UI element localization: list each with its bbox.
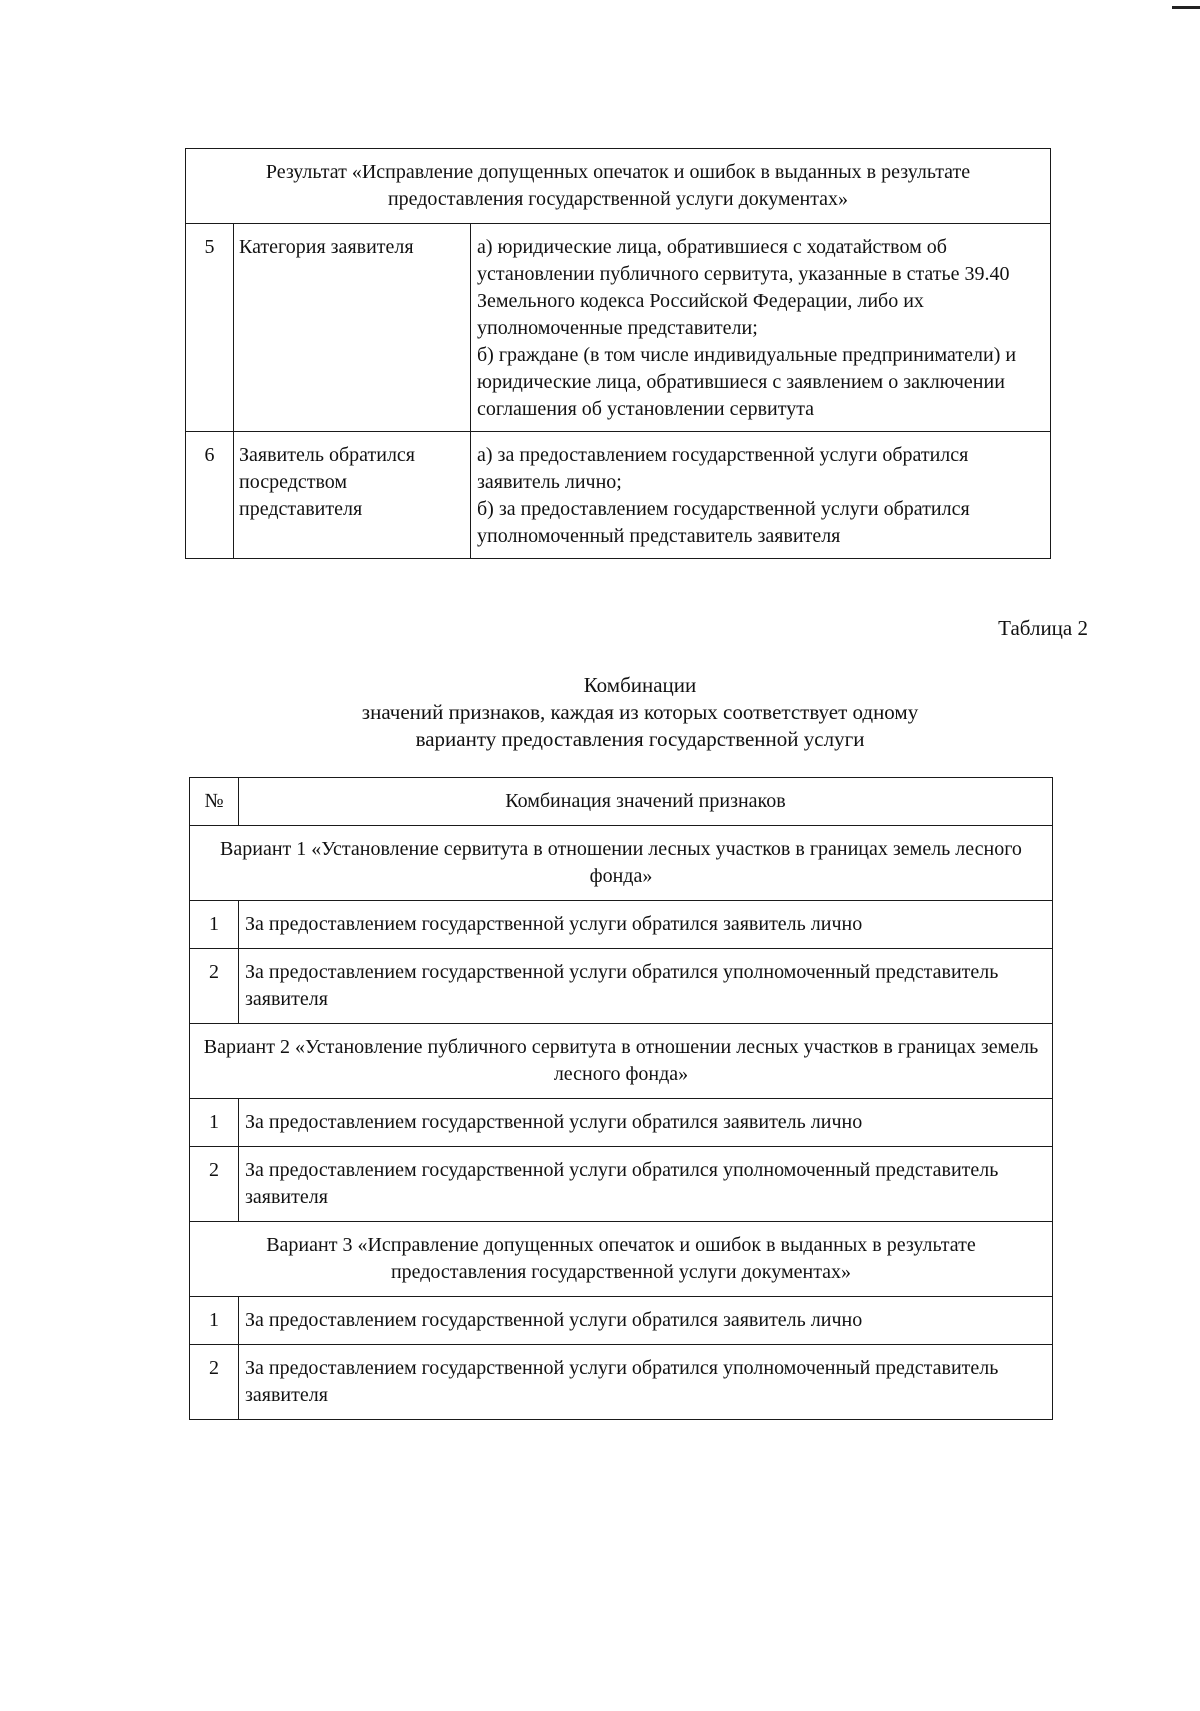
- variant-title: Вариант 1 «Установление сервитута в отношении лесных участков в границах земель лесного фонда»: [190, 826, 1053, 901]
- attribute-values-cell: [471, 224, 1051, 432]
- result-header-cell: Результат «Исправление допущенных опечаток и ошибок в выданных в результате предоставления государственной услуги документах»: [186, 149, 1051, 224]
- row-number-cell: 1: [190, 901, 239, 949]
- table-row: [190, 949, 1053, 1024]
- combination-cell: За предоставлением государственной услуги обратился заявитель лично: [239, 901, 1053, 949]
- heading-line: Комбинации: [583, 673, 697, 697]
- combination-cell: За предоставлением государственной услуги обратился заявитель лично: [239, 1297, 1053, 1345]
- row-number-cell: 6: [186, 432, 234, 559]
- column-header-number: №: [190, 778, 239, 826]
- variant-header-row: [190, 826, 1053, 901]
- table-row: [190, 1297, 1053, 1345]
- attribute-value: а) юридические лица, обратившиеся с ходатайством об установлении публичного сервитута, указанные в статье 39.40 Земельного кодекса Российской Федерации, либо их уполномоченные представители;: [477, 236, 1010, 339]
- attribute-value: б) граждане (в том числе индивидуальные предприниматели) и юридические лица, обратившиеся с заявлением о заключении соглашения об установлении сервитута: [477, 344, 1017, 420]
- table-row: [190, 1147, 1053, 1222]
- row-number-cell: 5: [186, 224, 234, 432]
- combination-cell: За предоставлением государственной услуги обратился уполномоченный представитель заявителя: [239, 949, 1053, 1024]
- table-row: [186, 432, 1051, 559]
- attribute-value: б) за предоставлением государственной услуги обратился уполномоченный представитель заявителя: [477, 498, 970, 547]
- row-number-cell: 1: [190, 1099, 239, 1147]
- table-header-row: [190, 778, 1053, 826]
- combinations-table: [189, 777, 1053, 1420]
- combination-cell: За предоставлением государственной услуги обратился уполномоченный представитель заявителя: [239, 1345, 1053, 1420]
- table-heading: [230, 672, 1050, 753]
- column-header-combination: Комбинация значений признаков: [239, 778, 1053, 826]
- combination-cell: За предоставлением государственной услуги обратился заявитель лично: [239, 1099, 1053, 1147]
- heading-line: значений признаков, каждая из которых соответствует одному: [361, 700, 919, 724]
- table-row: [186, 224, 1051, 432]
- variant-title: Вариант 3 «Исправление допущенных опечаток и ошибок в выданных в результате предоставления государственной услуги документах»: [190, 1222, 1053, 1297]
- row-number-cell: 2: [190, 1345, 239, 1420]
- table-row: [190, 901, 1053, 949]
- table-row: [186, 149, 1051, 224]
- attribute-values-cell: [471, 432, 1051, 559]
- row-number-cell: 2: [190, 949, 239, 1024]
- attribute-name-cell: Категория заявителя: [234, 224, 471, 432]
- heading-line: варианту предоставления государственной услуги: [415, 727, 865, 751]
- row-number-cell: 2: [190, 1147, 239, 1222]
- table-row: [190, 1099, 1053, 1147]
- combination-cell: За предоставлением государственной услуги обратился уполномоченный представитель заявителя: [239, 1147, 1053, 1222]
- applicant-attributes-table: [185, 148, 1051, 559]
- table-caption: Таблица 2: [998, 616, 1088, 640]
- page-corner-mark: [1172, 6, 1200, 9]
- variant-header-row: [190, 1024, 1053, 1099]
- attribute-name-cell: Заявитель обратился посредством представителя: [234, 432, 471, 559]
- variant-title: Вариант 2 «Установление публичного сервитута в отношении лесных участков в границах земель лесного фонда»: [190, 1024, 1053, 1099]
- row-number-cell: 1: [190, 1297, 239, 1345]
- variant-header-row: [190, 1222, 1053, 1297]
- attribute-value: а) за предоставлением государственной услуги обратился заявитель лично;: [477, 444, 969, 493]
- table-row: [190, 1345, 1053, 1420]
